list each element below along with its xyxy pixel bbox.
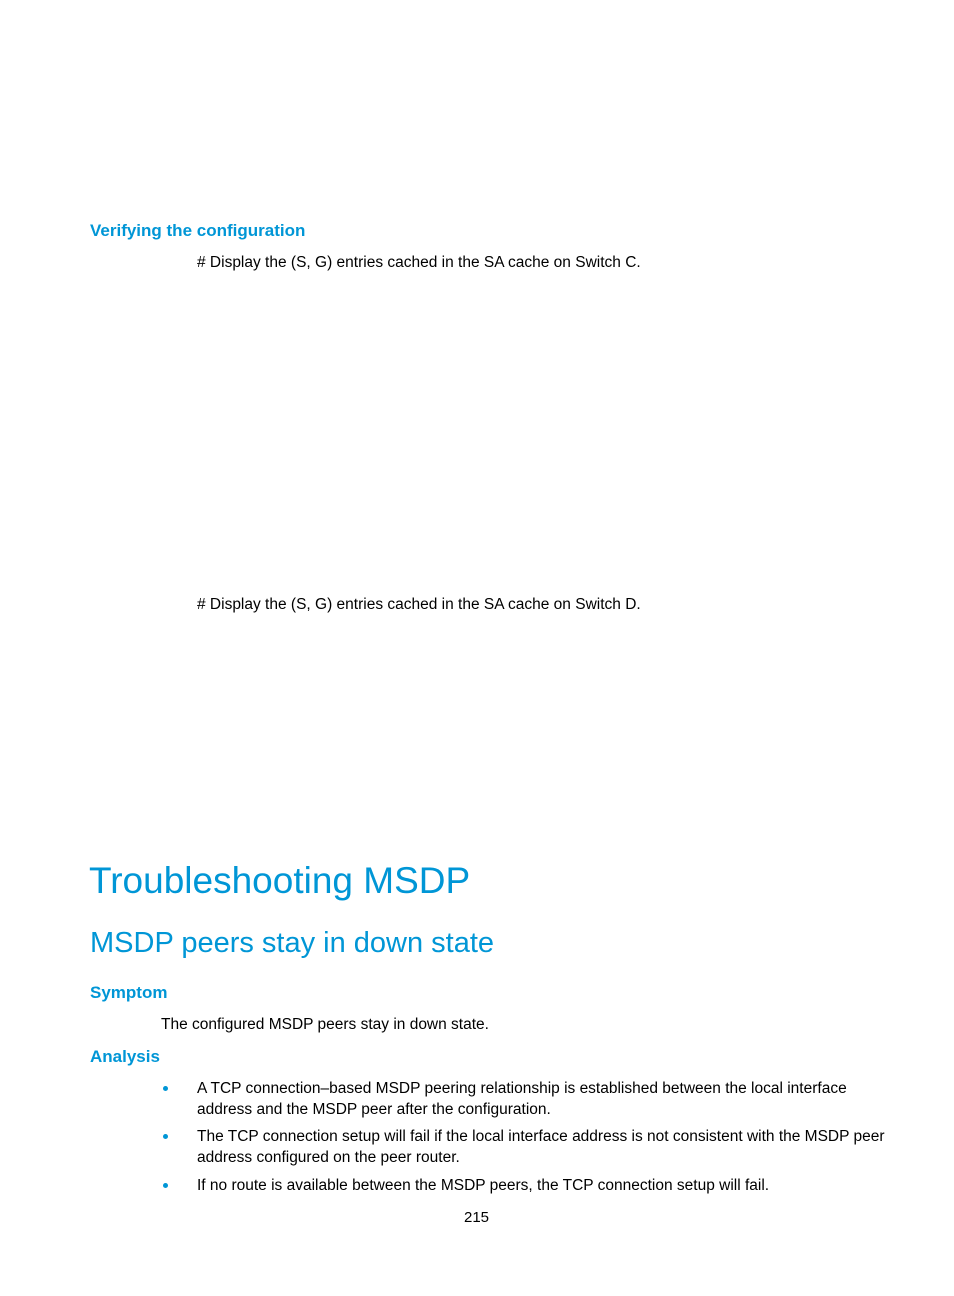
list-item-line: The TCP connection setup will fail if the local interface address is not consistent with the MSDP peer [197,1128,885,1145]
list-item-line: address configured on the peer router. [197,1149,460,1166]
verify-heading: Verifying the configuration [90,221,306,240]
list-item-line: If no route is available between the MSDP peers, the TCP connection setup will fail. [197,1177,770,1194]
verify-step-switch-c: # Display the (S, G) entries cached in the SA cache on Switch C. [197,254,641,271]
list-item-line: A TCP connection–based MSDP peering relationship is established between the local interface [197,1080,847,1097]
subsection-title: MSDP peers stay in down state [90,927,495,959]
list-item-line: address and the MSDP peer after the configuration. [197,1101,551,1118]
verify-step-switch-d: # Display the (S, G) entries cached in the SA cache on Switch D. [197,596,641,613]
analysis-heading: Analysis [90,1047,160,1066]
troubleshooting-title: Troubleshooting MSDP [89,860,471,901]
symptom-heading: Symptom [90,983,168,1002]
bullet-icon [163,1134,168,1139]
bullet-icon [163,1183,168,1188]
bullet-icon [163,1086,168,1091]
symptom-text: The configured MSDP peers stay in down state. [161,1016,489,1033]
page-number: 215 [464,1209,490,1226]
